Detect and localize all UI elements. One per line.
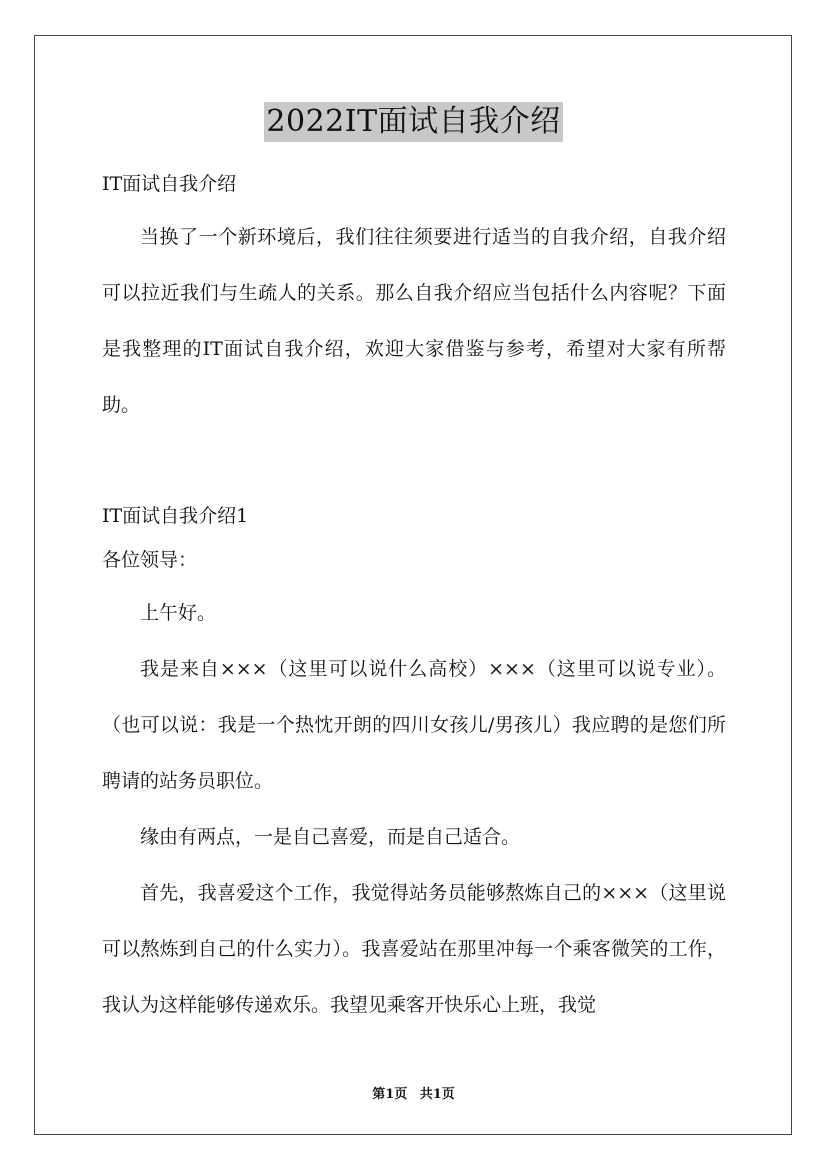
letter-body [102, 585, 726, 1033]
body-paragraph-2: 缘由有两点，一是自己喜爱，而是自己适合。 [140, 826, 521, 848]
document-body [102, 170, 726, 1033]
body-paragraph-1: 我是来自×××（这里可以说什么高校）×××（这里可以说专业）。（也可以说：我是一个热忱开朗的四川女孩儿/男孩儿）我应聘的是您们所聘请的站务员职位。 [102, 658, 726, 792]
page-number: 第1页 [372, 1087, 408, 1102]
section-heading-1: IT面试自我介绍1 [102, 505, 249, 527]
page-footer [0, 1083, 827, 1102]
title-block [0, 102, 827, 142]
body-paragraph-3: 首先，我喜爱这个工作，我觉得站务员能够熬炼自己的×××（这里说可以熬炼到自己的什么实力）。我喜爱站在那里冲每一个乘客微笑的工作，我认为这样能够传递欢乐。我望见乘客开快乐心上班，我觉 [102, 882, 726, 1016]
page-total: 共1页 [419, 1087, 455, 1102]
intro-paragraph-block [102, 209, 726, 433]
intro-paragraph: 当换了一个新环境后，我们往往须要进行适当的自我介绍，自我介绍可以拉近我们与生疏人的关系。那么自我介绍应当包括什么内容呢？下面是我整理的IT面试自我介绍，欢迎大家借鉴与参考，希望对大家有所帮助。 [102, 226, 726, 416]
greeting-paragraph: 上午好。 [140, 602, 217, 624]
section-heading: IT面试自我介绍 [102, 173, 237, 195]
document-title: 2022IT面试自我介绍 [264, 102, 562, 142]
salutation: 各位领导： [102, 549, 198, 571]
